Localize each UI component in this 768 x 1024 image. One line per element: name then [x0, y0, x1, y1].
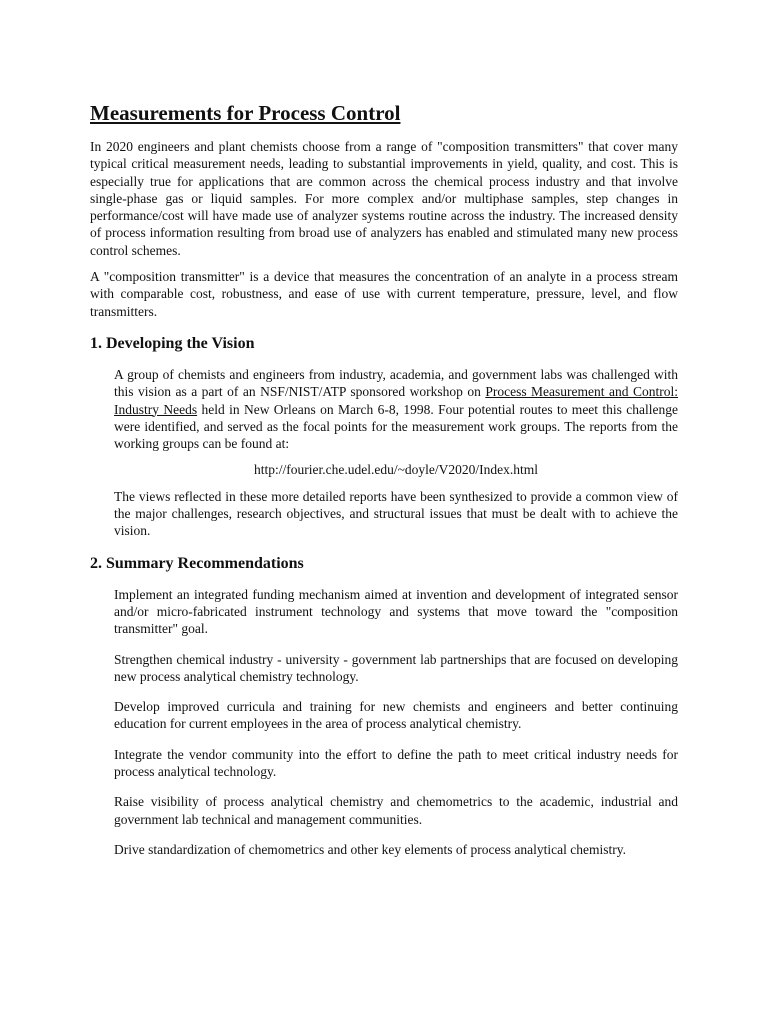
recommendation-item: Drive standardization of chemometrics and other key elements of process analytical chemistry. — [114, 841, 626, 857]
reports-url: http://fourier.che.udel.edu/~doyle/V2020/Index.html — [254, 462, 538, 478]
vision-text: A group of chemists and engineers from industry, academia, and government labs was challenged with this vision as a part of an NSF/NIST/ATP sponsored workshop on — [114, 366, 678, 400]
document-content — [90, 100, 678, 871]
vision-text: held in New Orleans on March 6-8, 1998. Four potential routes to meet this challenge were identified, and served as the focal points for the measurement work groups. The reports from the working groups can be found at: — [114, 401, 679, 452]
recommendation-item: Raise visibility of process analytical chemistry and chemometrics to the academic, industrial and government lab technical and management communities. — [114, 794, 678, 827]
recommendation-item: Develop improved curricula and training for new chemists and engineers and better continuing education for current employees in the area of process analytical chemistry. — [114, 699, 678, 732]
workshop-link[interactable]: Process Measurement and Control: Industry Needs — [114, 384, 678, 417]
section-heading-recommendations: 2. Summary Recommendations — [90, 554, 304, 572]
intro-paragraph: A "composition transmitter" is a device that measures the concentration of an analyte in a process stream with comparable cost, robustness, and ease of use with current temperature, pressure, level, and flow transmitters. — [90, 269, 678, 319]
intro-paragraph: In 2020 engineers and plant chemists choose from a range of "composition transmitters" that cover many typical critical measurement needs, leading to substantial improvements in yield, quality, and cost. This is especially true for applications that are common across the chemical process industry and that involve single-phase gas or liquid samples. For more complex and/or multiphase samples, step changes in performance/cost will have made use of analyzer systems routine across the industry. The increased density of process information resulting from broad use of analyzers has enabled and stimulated many new process control schemes. — [90, 139, 678, 258]
page-title: Measurements for Process Control — [90, 101, 401, 125]
section-vision-body — [114, 366, 678, 540]
recommendation-item: Integrate the vendor community into the effort to define the path to meet critical industry needs for process analytical technology. — [114, 746, 678, 780]
recommendation-item: Implement an integrated funding mechanism aimed at invention and development of integrated sensor and/or micro-fabricated instrument technology and systems that move toward the "composition transmitter" goal. — [114, 586, 678, 637]
vision-paragraph — [114, 366, 678, 452]
vision-paragraph: The views reflected in these more detailed reports have been synthesized to provide a common view of the major challenges, research objectives, and structural issues that must be dealt with to achieve the vision. — [114, 488, 678, 539]
recommendations-list — [114, 586, 678, 859]
section-heading-vision: 1. Developing the Vision — [90, 334, 255, 352]
recommendation-item: Strengthen chemical industry - university - government lab partnerships that are focused on developing new process analytical chemistry technology. — [114, 651, 678, 684]
